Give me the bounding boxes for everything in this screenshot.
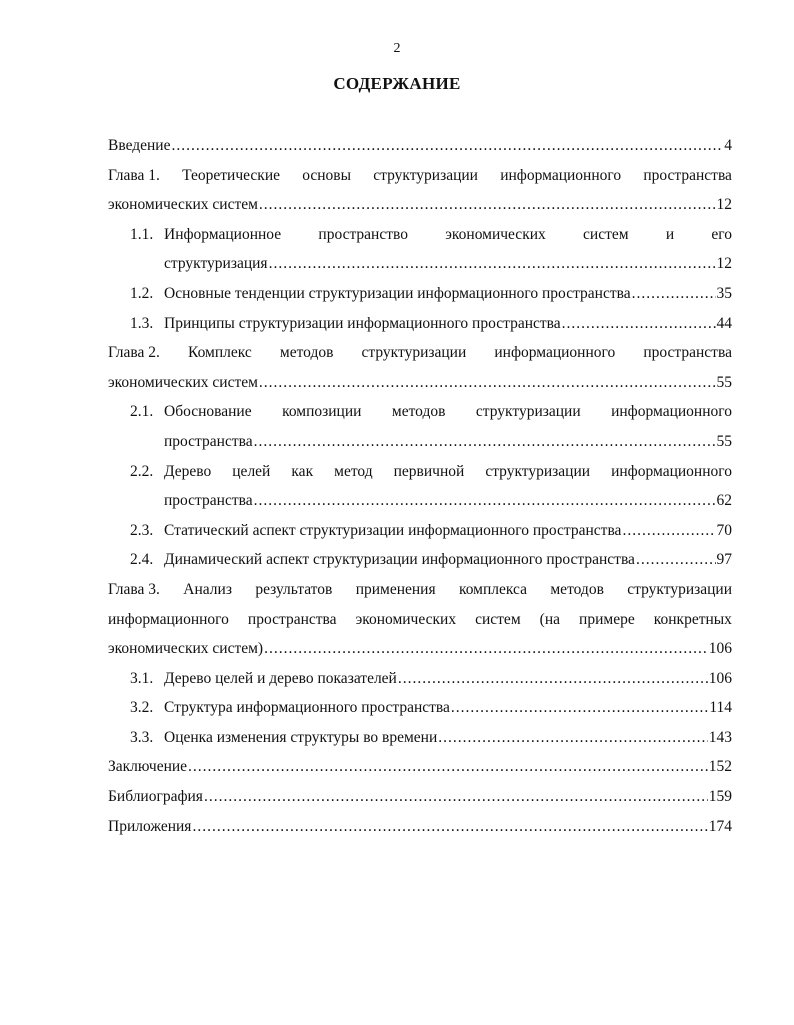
toc-entry-label: Динамический аспект структуризации информационного пространства xyxy=(164,551,635,569)
toc-word: примере xyxy=(579,610,635,628)
toc-entry-chapter-2[interactable] xyxy=(108,338,732,368)
dot-leader xyxy=(632,279,716,309)
toc-page-number: 114 xyxy=(709,699,732,717)
toc-entry-1-1[interactable] xyxy=(108,220,732,250)
toc-word: первичной xyxy=(393,462,465,480)
toc-word: Глава 2. xyxy=(108,344,160,362)
toc-entry-1-3[interactable] xyxy=(108,309,732,339)
toc-word: экономических xyxy=(445,225,546,243)
toc-page-number: 12 xyxy=(716,196,732,214)
toc-entry-bibliography[interactable] xyxy=(108,782,732,812)
toc-entry-1-2[interactable] xyxy=(108,279,732,309)
toc-entry-2-3[interactable] xyxy=(108,516,732,546)
toc-page-number: 106 xyxy=(708,640,732,658)
toc-entry-label: Введение xyxy=(108,137,171,154)
toc-section-number: 2.2. xyxy=(130,462,154,480)
toc-section-number: 1.3. xyxy=(130,314,154,332)
dot-leader xyxy=(204,782,708,812)
toc-page-number: 4 xyxy=(724,137,732,154)
toc-entry-3-2[interactable] xyxy=(108,693,732,723)
dot-leader xyxy=(188,752,708,782)
toc-page-number: 174 xyxy=(708,817,732,835)
toc-entry-label: пространства xyxy=(164,432,253,450)
dot-leader xyxy=(398,664,708,694)
toc-word: применения xyxy=(355,580,436,598)
toc-word: структуризации xyxy=(485,462,591,480)
toc-word: структуризации xyxy=(627,580,732,598)
dot-leader xyxy=(451,693,708,723)
toc-word: комплекса xyxy=(458,580,527,598)
toc-entry-chapter-3-cont2[interactable] xyxy=(108,634,732,664)
toc-word: Глава 3. xyxy=(108,580,160,598)
toc-entry-2-1-cont[interactable] xyxy=(108,427,732,457)
toc-entry-label: Основные тенденции структуризации информационного пространства xyxy=(164,284,631,302)
dot-leader xyxy=(562,309,716,339)
toc-page-number: 44 xyxy=(716,314,732,332)
toc-word: композиции xyxy=(282,403,362,421)
toc-page-number: 70 xyxy=(716,521,732,539)
toc-entry-label: Приложения xyxy=(108,817,192,835)
toc-word: структуризации xyxy=(361,344,467,362)
dot-leader xyxy=(192,812,707,842)
toc-entry-label: Статический аспект структуризации информационного пространства xyxy=(164,521,622,539)
toc-entry-label: Дерево целей и дерево показателей xyxy=(164,669,397,687)
toc-word: информационного xyxy=(494,344,616,362)
toc-entry-label: структуризация xyxy=(164,255,268,273)
toc-word: Обоснование xyxy=(164,403,252,421)
dot-leader xyxy=(438,723,707,753)
toc-word: пространства xyxy=(247,610,337,628)
toc-entry-label: Структура информационного пространства xyxy=(164,699,450,717)
toc-entry-chapter-1[interactable] xyxy=(108,161,732,191)
toc-word: Глава 1. xyxy=(108,166,160,184)
toc-word: конкретных xyxy=(653,610,732,628)
toc-page-number: 12 xyxy=(716,255,732,273)
toc-word: пространства xyxy=(643,344,732,362)
table-of-contents xyxy=(108,131,732,841)
toc-entry-appendices[interactable] xyxy=(108,812,732,842)
dot-leader xyxy=(254,427,716,457)
toc-word: информационного xyxy=(108,610,229,628)
toc-section-number: 2.3. xyxy=(130,521,154,539)
toc-word: систем xyxy=(475,610,521,628)
toc-word: экономических xyxy=(355,610,457,628)
toc-word: пространства xyxy=(643,166,732,184)
toc-section-number: 1.2. xyxy=(130,284,154,302)
toc-word: пространство xyxy=(318,225,408,243)
toc-page-number: 143 xyxy=(708,728,732,746)
page-number: 2 xyxy=(393,41,401,56)
toc-entry-label: Оценка изменения структуры во времени xyxy=(164,728,438,746)
toc-word: Анализ xyxy=(183,580,232,598)
toc-word: Теоретические xyxy=(182,166,280,184)
toc-page-number: 35 xyxy=(716,284,732,302)
toc-section-number: 1.1. xyxy=(130,225,154,243)
toc-section-number: 3.2. xyxy=(130,699,154,717)
toc-entry-label: Принципы структуризации информационного пространства xyxy=(164,314,561,332)
page-title: СОДЕРЖАНИЕ xyxy=(333,74,461,93)
toc-entry-chapter-3[interactable] xyxy=(108,575,732,605)
dot-leader xyxy=(259,190,716,220)
toc-word: методов xyxy=(279,344,334,362)
toc-entry-label: экономических систем xyxy=(108,373,258,391)
toc-word: методов xyxy=(550,580,604,598)
toc-word: структуризации xyxy=(475,403,581,421)
toc-entry-2-2[interactable] xyxy=(108,457,732,487)
toc-entry-2-4[interactable] xyxy=(108,545,732,575)
toc-word: информационного xyxy=(500,166,622,184)
dot-leader xyxy=(636,545,716,575)
toc-word: как xyxy=(291,462,314,480)
toc-section-number: 2.1. xyxy=(130,403,154,421)
toc-entry-1-1-cont[interactable] xyxy=(108,249,732,279)
toc-page-number: 55 xyxy=(716,373,732,391)
toc-entry-label: Библиография xyxy=(108,788,203,806)
toc-word: Комплекс xyxy=(188,344,252,362)
toc-word: его xyxy=(711,225,732,243)
toc-page-number: 159 xyxy=(708,788,732,806)
toc-page-number: 62 xyxy=(716,492,732,510)
toc-word: целей xyxy=(232,462,271,480)
toc-section-number: 3.3. xyxy=(130,728,154,746)
dot-leader xyxy=(171,131,723,161)
toc-entry-3-3[interactable] xyxy=(108,723,732,753)
dot-leader xyxy=(264,634,708,664)
dot-leader xyxy=(254,486,716,516)
toc-page-number: 106 xyxy=(708,669,732,687)
toc-page-number: 55 xyxy=(716,432,732,450)
toc-word: методов xyxy=(391,403,446,421)
toc-section-number: 3.1. xyxy=(130,669,154,687)
toc-word: Информационное xyxy=(164,225,282,243)
toc-entry-3-1[interactable] xyxy=(108,664,732,694)
toc-word: результатов xyxy=(255,580,333,598)
toc-word: структуризации xyxy=(373,166,478,184)
toc-word: информационного xyxy=(611,462,732,480)
toc-entry-label: пространства xyxy=(164,492,253,510)
toc-word: и xyxy=(665,225,675,243)
dot-leader xyxy=(622,516,715,546)
toc-entry-chapter-1-cont[interactable] xyxy=(108,190,732,220)
toc-entry-introduction[interactable] xyxy=(108,131,732,161)
toc-word: (на xyxy=(539,610,561,628)
toc-section-number: 2.4. xyxy=(130,551,154,569)
toc-word: Дерево xyxy=(164,462,212,480)
toc-entry-chapter-2-cont[interactable] xyxy=(108,368,732,398)
toc-word: метод xyxy=(334,462,373,480)
toc-word: информационного xyxy=(611,403,732,421)
dot-leader xyxy=(269,249,716,279)
toc-entry-label: экономических систем xyxy=(108,196,258,214)
toc-entry-label: экономических систем) xyxy=(108,640,264,658)
toc-word: систем xyxy=(583,225,629,243)
toc-entry-conclusion[interactable] xyxy=(108,752,732,782)
toc-page-number: 97 xyxy=(716,551,732,569)
dot-leader xyxy=(259,368,716,398)
toc-page-number: 152 xyxy=(708,758,732,776)
toc-entry-2-1[interactable] xyxy=(108,397,732,427)
toc-entry-2-2-cont[interactable] xyxy=(108,486,732,516)
toc-word: основы xyxy=(302,166,352,184)
toc-entry-chapter-3-cont[interactable] xyxy=(108,605,732,635)
toc-entry-label: Заключение xyxy=(108,758,188,776)
